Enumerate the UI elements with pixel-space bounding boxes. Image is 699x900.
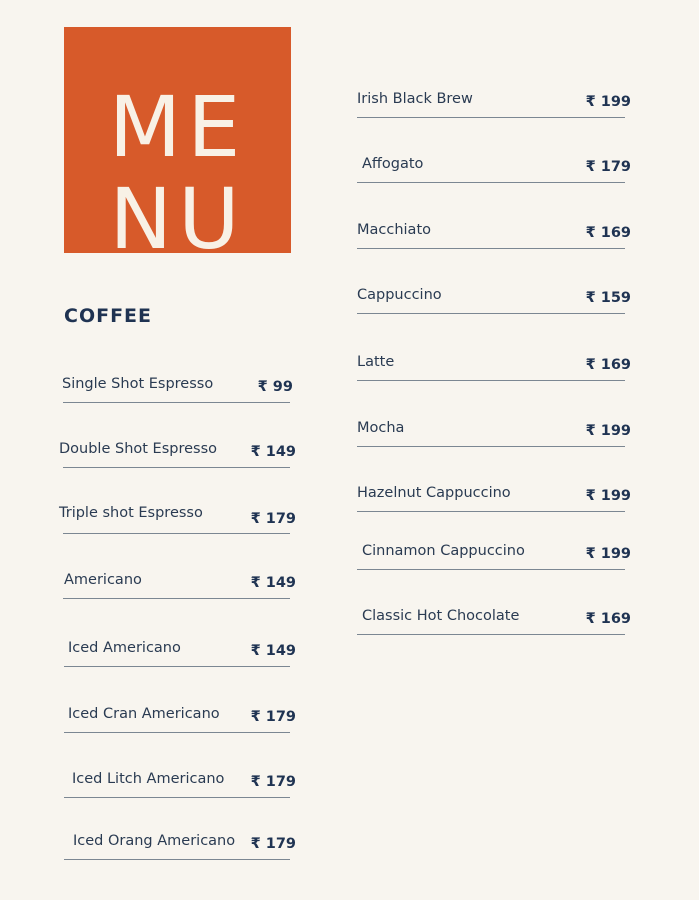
item-name: Single Shot Espresso [62, 376, 214, 392]
item-name: Classic Hot Chocolate [362, 608, 520, 624]
menu-item [357, 287, 631, 314]
item-name: Affogato [362, 156, 424, 172]
item-divider [357, 511, 625, 512]
item-name: Americano [64, 572, 142, 588]
menu-item [357, 485, 631, 512]
item-name: Iced Orang Americano [73, 833, 236, 849]
item-price: ₹ 179 [250, 836, 296, 852]
item-price: ₹ 159 [585, 290, 631, 306]
menu-item [59, 441, 296, 468]
item-name: Cappuccino [357, 287, 442, 303]
menu-item [59, 376, 296, 403]
menu-item [357, 420, 631, 447]
item-name: Hazelnut Cappuccino [357, 485, 511, 501]
item-name: Triple shot Espresso [59, 505, 203, 521]
item-price: ₹ 179 [250, 774, 296, 790]
item-name: Cinnamon Cappuccino [362, 543, 525, 559]
menu-item [357, 354, 631, 381]
item-divider [64, 666, 290, 667]
menu-item [59, 640, 296, 667]
item-price: ₹ 99 [257, 379, 293, 395]
menu-item [59, 706, 296, 733]
item-price: ₹ 199 [585, 423, 631, 439]
item-divider [63, 598, 290, 599]
item-price: ₹ 199 [585, 94, 631, 110]
item-divider [357, 569, 625, 570]
item-price: ₹ 199 [585, 488, 631, 504]
item-price: ₹ 149 [250, 575, 296, 591]
item-divider [63, 533, 290, 534]
logo-text-line-1: ME [108, 78, 247, 176]
menu-item [357, 156, 631, 183]
item-price: ₹ 169 [585, 357, 631, 373]
item-divider [357, 182, 625, 183]
menu-item [59, 771, 296, 798]
item-divider [357, 634, 625, 635]
item-divider [63, 467, 290, 468]
item-divider [357, 446, 625, 447]
item-divider [63, 402, 290, 403]
menu-item [59, 833, 296, 860]
item-name: Irish Black Brew [357, 91, 473, 107]
menu-item [357, 91, 631, 118]
item-name: Macchiato [357, 222, 432, 238]
section-title: COFFEE [64, 305, 153, 327]
item-divider [64, 859, 290, 860]
item-price: ₹ 149 [250, 643, 296, 659]
menu-item [59, 572, 296, 599]
item-divider [64, 797, 290, 798]
item-divider [357, 248, 625, 249]
item-price: ₹ 169 [585, 611, 631, 627]
item-price: ₹ 179 [250, 709, 296, 725]
item-price: ₹ 199 [585, 546, 631, 562]
item-name: Latte [357, 354, 395, 370]
menu-item [59, 505, 296, 534]
item-divider [357, 380, 625, 381]
item-name: Iced Cran Americano [68, 706, 220, 722]
menu-item [357, 608, 631, 635]
menu-logo [64, 27, 291, 268]
item-price: ₹ 179 [585, 159, 631, 175]
item-price: ₹ 169 [585, 225, 631, 241]
item-divider [357, 313, 625, 314]
item-price: ₹ 179 [250, 511, 296, 527]
item-name: Iced Americano [68, 640, 181, 656]
menu-item [357, 222, 631, 249]
item-name: Mocha [357, 420, 405, 436]
item-divider [64, 732, 290, 733]
item-name: Iced Litch Americano [72, 771, 225, 787]
item-name: Double Shot Espresso [59, 441, 218, 457]
item-divider [357, 117, 625, 118]
logo-text-line-2: NU [109, 170, 246, 268]
menu-item [357, 543, 631, 570]
item-price: ₹ 149 [250, 444, 296, 460]
